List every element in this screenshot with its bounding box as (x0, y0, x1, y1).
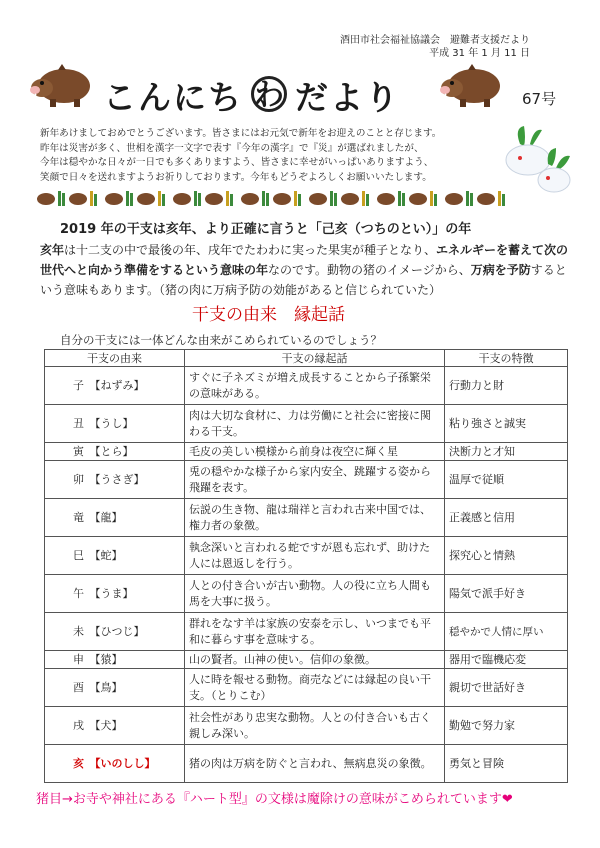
table-row (45, 575, 568, 613)
body-text: するという意味もあります。（猪の肉に万病予防の効能があると信じられていた） (40, 263, 567, 297)
table-row (45, 745, 568, 783)
footer-note (36, 788, 513, 807)
eto-trait: 勤勉で努力家 (445, 707, 568, 745)
eto-name: 子 【ねずみ】 (45, 367, 185, 405)
table-row (45, 461, 568, 499)
greeting-text (40, 127, 510, 185)
eto-trait: 勇気と冒険 (445, 745, 568, 783)
table-row (45, 367, 568, 405)
boar-garland-decoration (36, 188, 506, 208)
eto-name: 午 【うま】 (45, 575, 185, 613)
publisher-org: 酒田市社会福祉協議会 避難者支援だより (340, 35, 530, 46)
column-header: 干支の縁起話 (185, 350, 445, 367)
eto-trait: 陽気で派手好き (445, 575, 568, 613)
greeting-line: 今年は穏やかな日々が一日でも多くありますよう、皆さまに幸せがいっぱいありますよう、 (40, 157, 434, 168)
eto-story: 山の賢者。山神の使い。信仰の象徴。 (185, 651, 445, 669)
body-bold-text: 亥年 (40, 243, 65, 257)
eto-story: 猪の肉は万病を防ぐと言われ、無病息災の象徴。 (185, 745, 445, 783)
table-row (45, 651, 568, 669)
eto-name: 竜 【龍】 (45, 499, 185, 537)
eto-story: 社会性があり忠実な動物。人との付き合いも古く親しみ深い。 (185, 707, 445, 745)
section1-body (40, 240, 570, 300)
boar-icon (438, 60, 504, 110)
title-circle-char: わ (251, 76, 287, 112)
body-bold-text: 万病を予防 (470, 263, 531, 277)
table-row (45, 613, 568, 651)
eto-name: 卯 【うさぎ】 (45, 461, 185, 499)
title-part2: だより (295, 78, 400, 117)
eto-story: 群れをなす羊は家族の安泰を示し、いつまでも平和に暮らす事を意味する。 (185, 613, 445, 651)
zodiac-table (44, 349, 568, 783)
eto-name: 未 【ひつじ】 (45, 613, 185, 651)
eto-name: 申 【猿】 (45, 651, 185, 669)
eto-story: 人との付き合いが古い動物。人の役に立ち人間も馬を大事に扱う。 (185, 575, 445, 613)
eto-trait: 親切で世話好き (445, 669, 568, 707)
eto-trait: 器用で臨機応変 (445, 651, 568, 669)
eto-trait: 正義感と信用 (445, 499, 568, 537)
eto-trait: 温厚で従順 (445, 461, 568, 499)
table-row (45, 707, 568, 745)
eto-trait: 行動力と財 (445, 367, 568, 405)
table-row (45, 443, 568, 461)
title-part1: こんにち (103, 78, 243, 117)
eto-name: 酉 【鳥】 (45, 669, 185, 707)
publication-date: 平成 31 年 1 月 11 日 (429, 48, 530, 59)
eto-story: 肉は大切な食材に、力は労働にと社会に密接に関わる干支。 (185, 405, 445, 443)
eto-name: 亥 【いのしし】 (45, 745, 185, 783)
body-bold-text: エネルギーを蓄えて次の世代へと向かう準備をするという意味の年 (40, 243, 569, 277)
body-text: なのです。動物の猪のイメージから、 (268, 263, 471, 277)
eto-story: 毛皮の美しい模様から前身は夜空に輝く星 (185, 443, 445, 461)
heart-icon: ❤ (501, 792, 513, 807)
table-header-row (45, 350, 568, 367)
eto-story: 人に時を報せる動物。商売などには縁起の良い干支。（とりこむ） (185, 669, 445, 707)
table-row (45, 499, 568, 537)
greeting-line: 昨年は災害が多く、世相を漢字一文字で表す『今年の漢字』で『災』が選ばれましたが、 (40, 142, 424, 154)
boar-icon (28, 60, 94, 110)
greeting-line: 新年あけましておめでとうございます。皆さまにはお元気で新年をお迎えのことと存じます。 (40, 128, 442, 139)
eto-name: 寅 【とら】 (45, 443, 185, 461)
table-row (45, 537, 568, 575)
eto-trait: 穏やかで人情に厚い (445, 613, 568, 651)
eto-story: 執念深いと言われる蛇ですが恩も忘れず、助けた人には恩返しを行う。 (185, 537, 445, 575)
snow-rabbit-icon (500, 124, 572, 196)
eto-name: 巳 【蛇】 (45, 537, 185, 575)
table-row (45, 405, 568, 443)
eto-name: 戌 【犬】 (45, 707, 185, 745)
eto-name: 丑 【うし】 (45, 405, 185, 443)
eto-trait: 決断力と才知 (445, 443, 568, 461)
issue-number: 67号 (522, 90, 557, 108)
eto-story: すぐに子ネズミが増え成長することから子孫繁栄の意味がある。 (185, 367, 445, 405)
section2-question: 自分の干支には一体どんな由来がこめられているのでしょう？ (60, 333, 382, 347)
body-text: は十二支の中で最後の年、戌年でたわわに実った果実が種子となり、 (64, 243, 437, 257)
eto-story: 伝説の生き物、龍は瑞祥と言われ古来中国では、権力者の象徴。 (185, 499, 445, 537)
eto-trait: 粘り強さと誠実 (445, 405, 568, 443)
table-row (45, 669, 568, 707)
newsletter-title (103, 72, 400, 119)
greeting-line: 笑顔で日々を送れますようお祈りしております。今年もどうぞよろしくお願いいたします。 (40, 171, 432, 183)
column-header: 干支の由来 (45, 350, 185, 367)
column-header: 干支の特徴 (445, 350, 568, 367)
eto-story: 兎の穏やかな様子から家内安全、跳躍する姿から飛躍を表す。 (185, 461, 445, 499)
footer-text: 猪目→お寺や神社にある『ハート型』の文様は魔除けの意味がこめられています (36, 792, 502, 807)
section2-heading: 干支の由来 縁起話 (192, 305, 345, 325)
section1-heading: 2019 年の干支は亥年、より正確に言うと「己亥（つちのとい）」の年 (60, 222, 472, 237)
eto-trait: 探究心と情熱 (445, 537, 568, 575)
